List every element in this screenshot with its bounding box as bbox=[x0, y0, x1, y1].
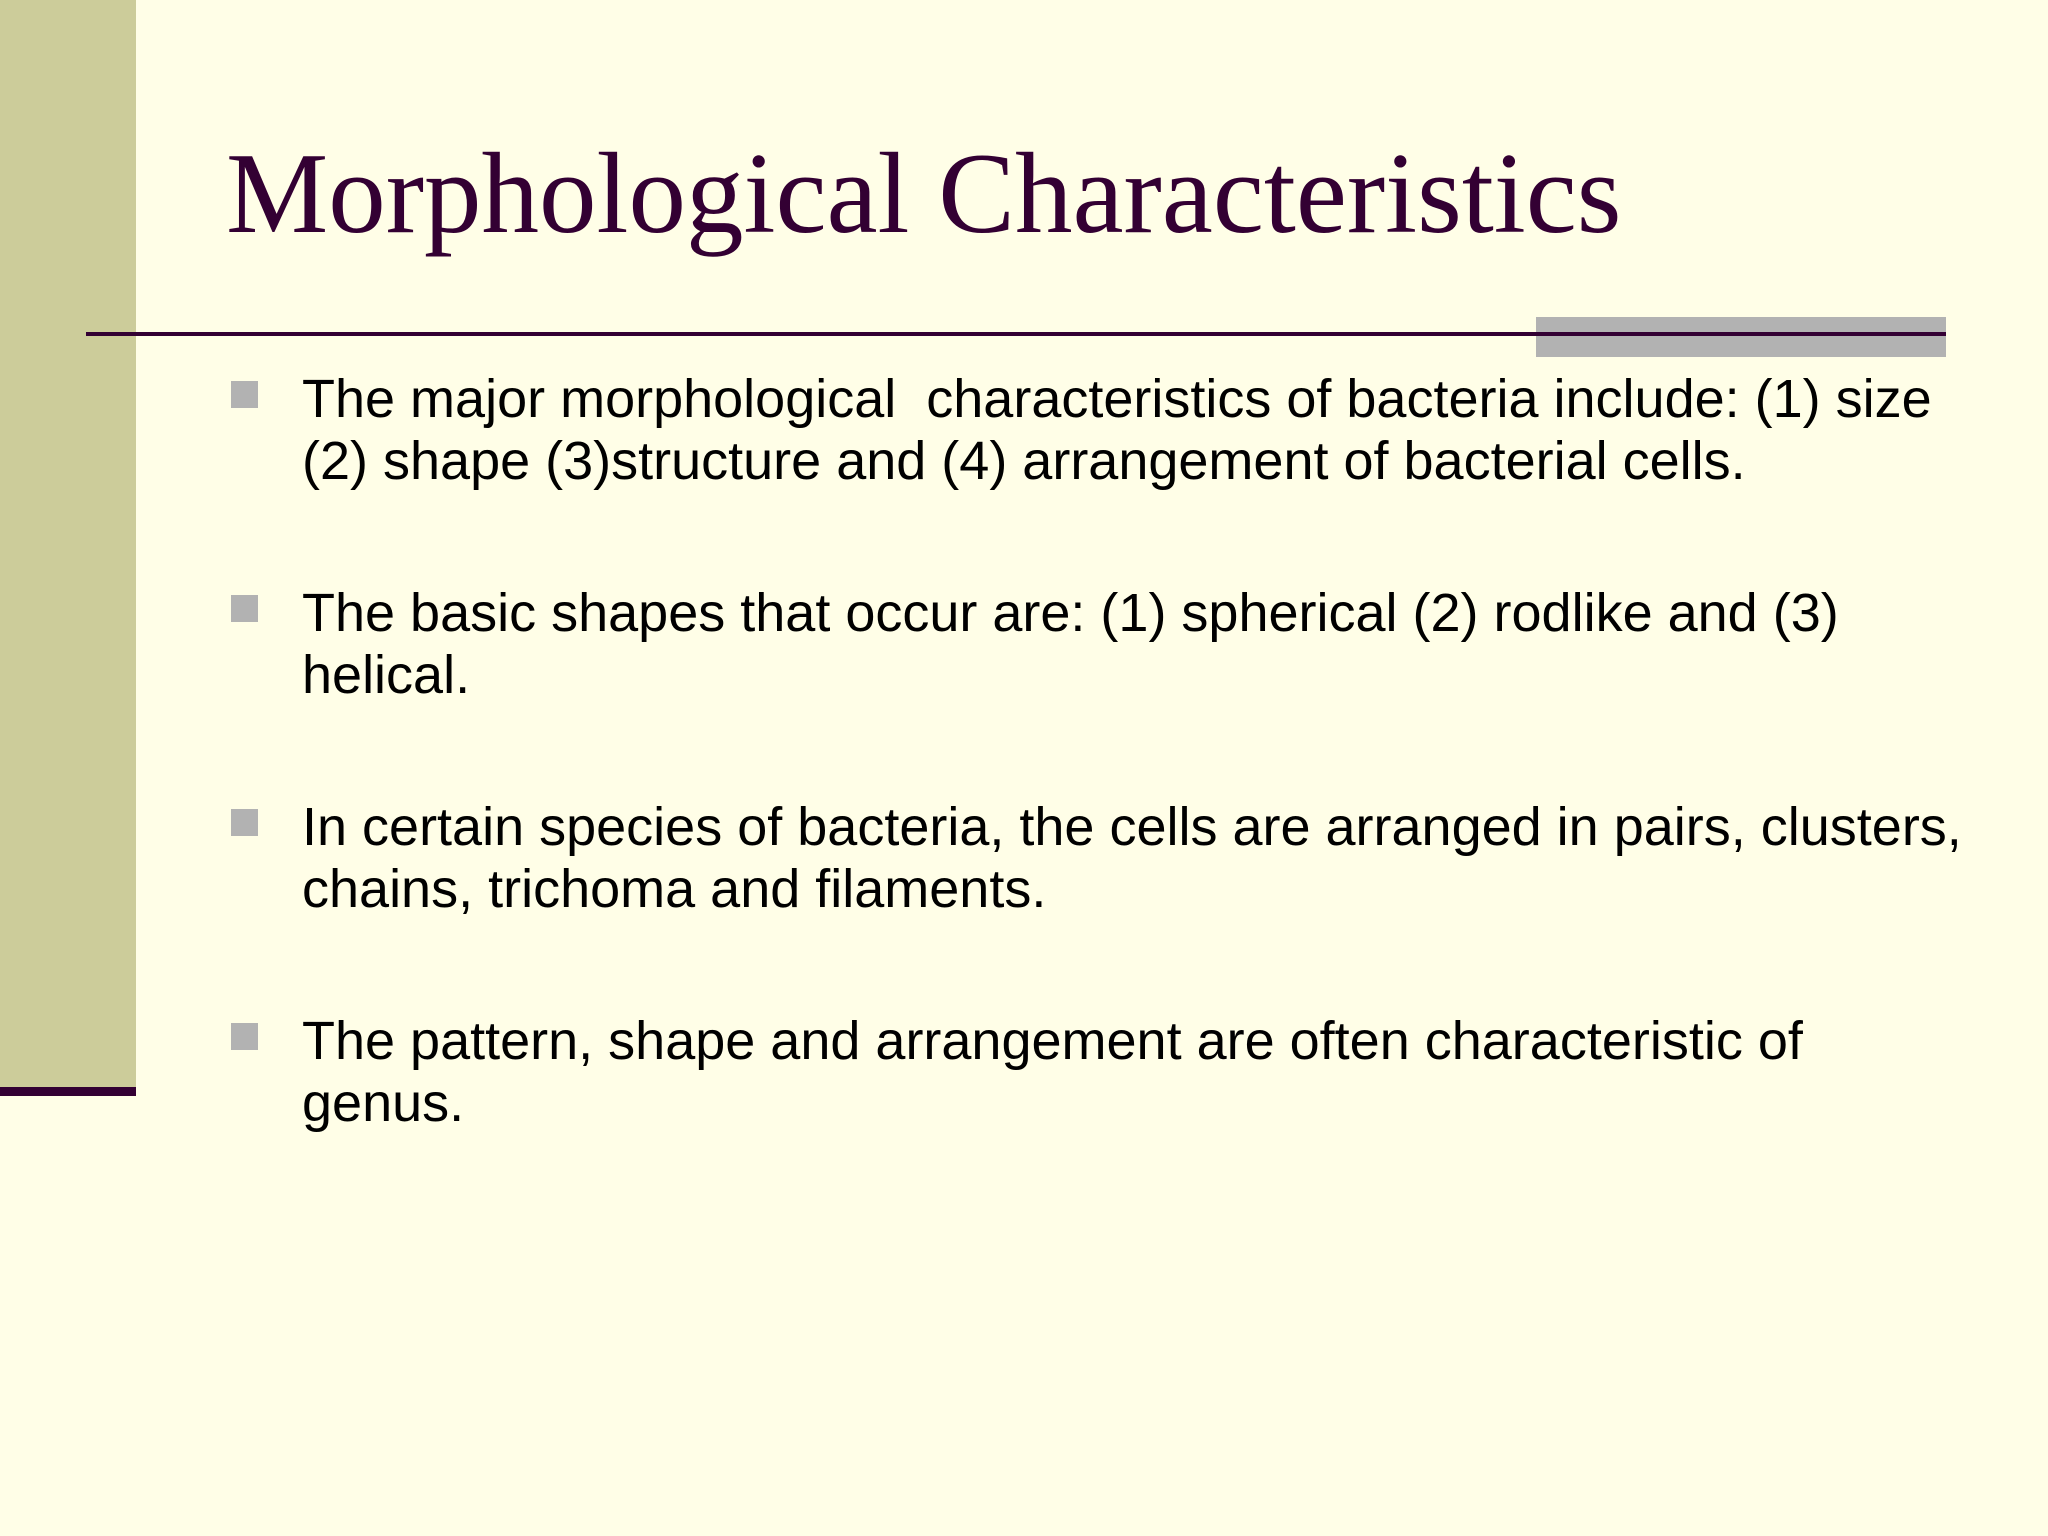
slide-title: Morphological Characteristics bbox=[226, 130, 1622, 257]
bullet-text: The major morphological characteristics of bacteria include: (1) size (2) shape (3)structure and (4) arrangement of bacterial cells. bbox=[302, 369, 1947, 491]
bullet-item bbox=[0, 582, 2048, 706]
square-bullet-icon bbox=[231, 381, 258, 408]
title-accent-bar bbox=[1536, 317, 1946, 357]
title-accent-rule bbox=[1536, 332, 1946, 336]
square-bullet-icon bbox=[231, 1023, 258, 1050]
bullet-item bbox=[0, 368, 2048, 492]
square-bullet-icon bbox=[231, 595, 258, 622]
bullet-item bbox=[0, 796, 2048, 920]
square-bullet-icon bbox=[231, 809, 258, 836]
bullet-item bbox=[0, 1010, 2048, 1134]
bullet-list bbox=[0, 368, 2048, 1134]
bullet-text: The basic shapes that occur are: (1) spherical (2) rodlike and (3) helical. bbox=[302, 583, 1854, 705]
bullet-text: In certain species of bacteria, the cells are arranged in pairs, clusters, chains, trichoma and filaments. bbox=[302, 797, 1977, 919]
bullet-text: The pattern, shape and arrangement are often characteristic of genus. bbox=[302, 1011, 1818, 1133]
